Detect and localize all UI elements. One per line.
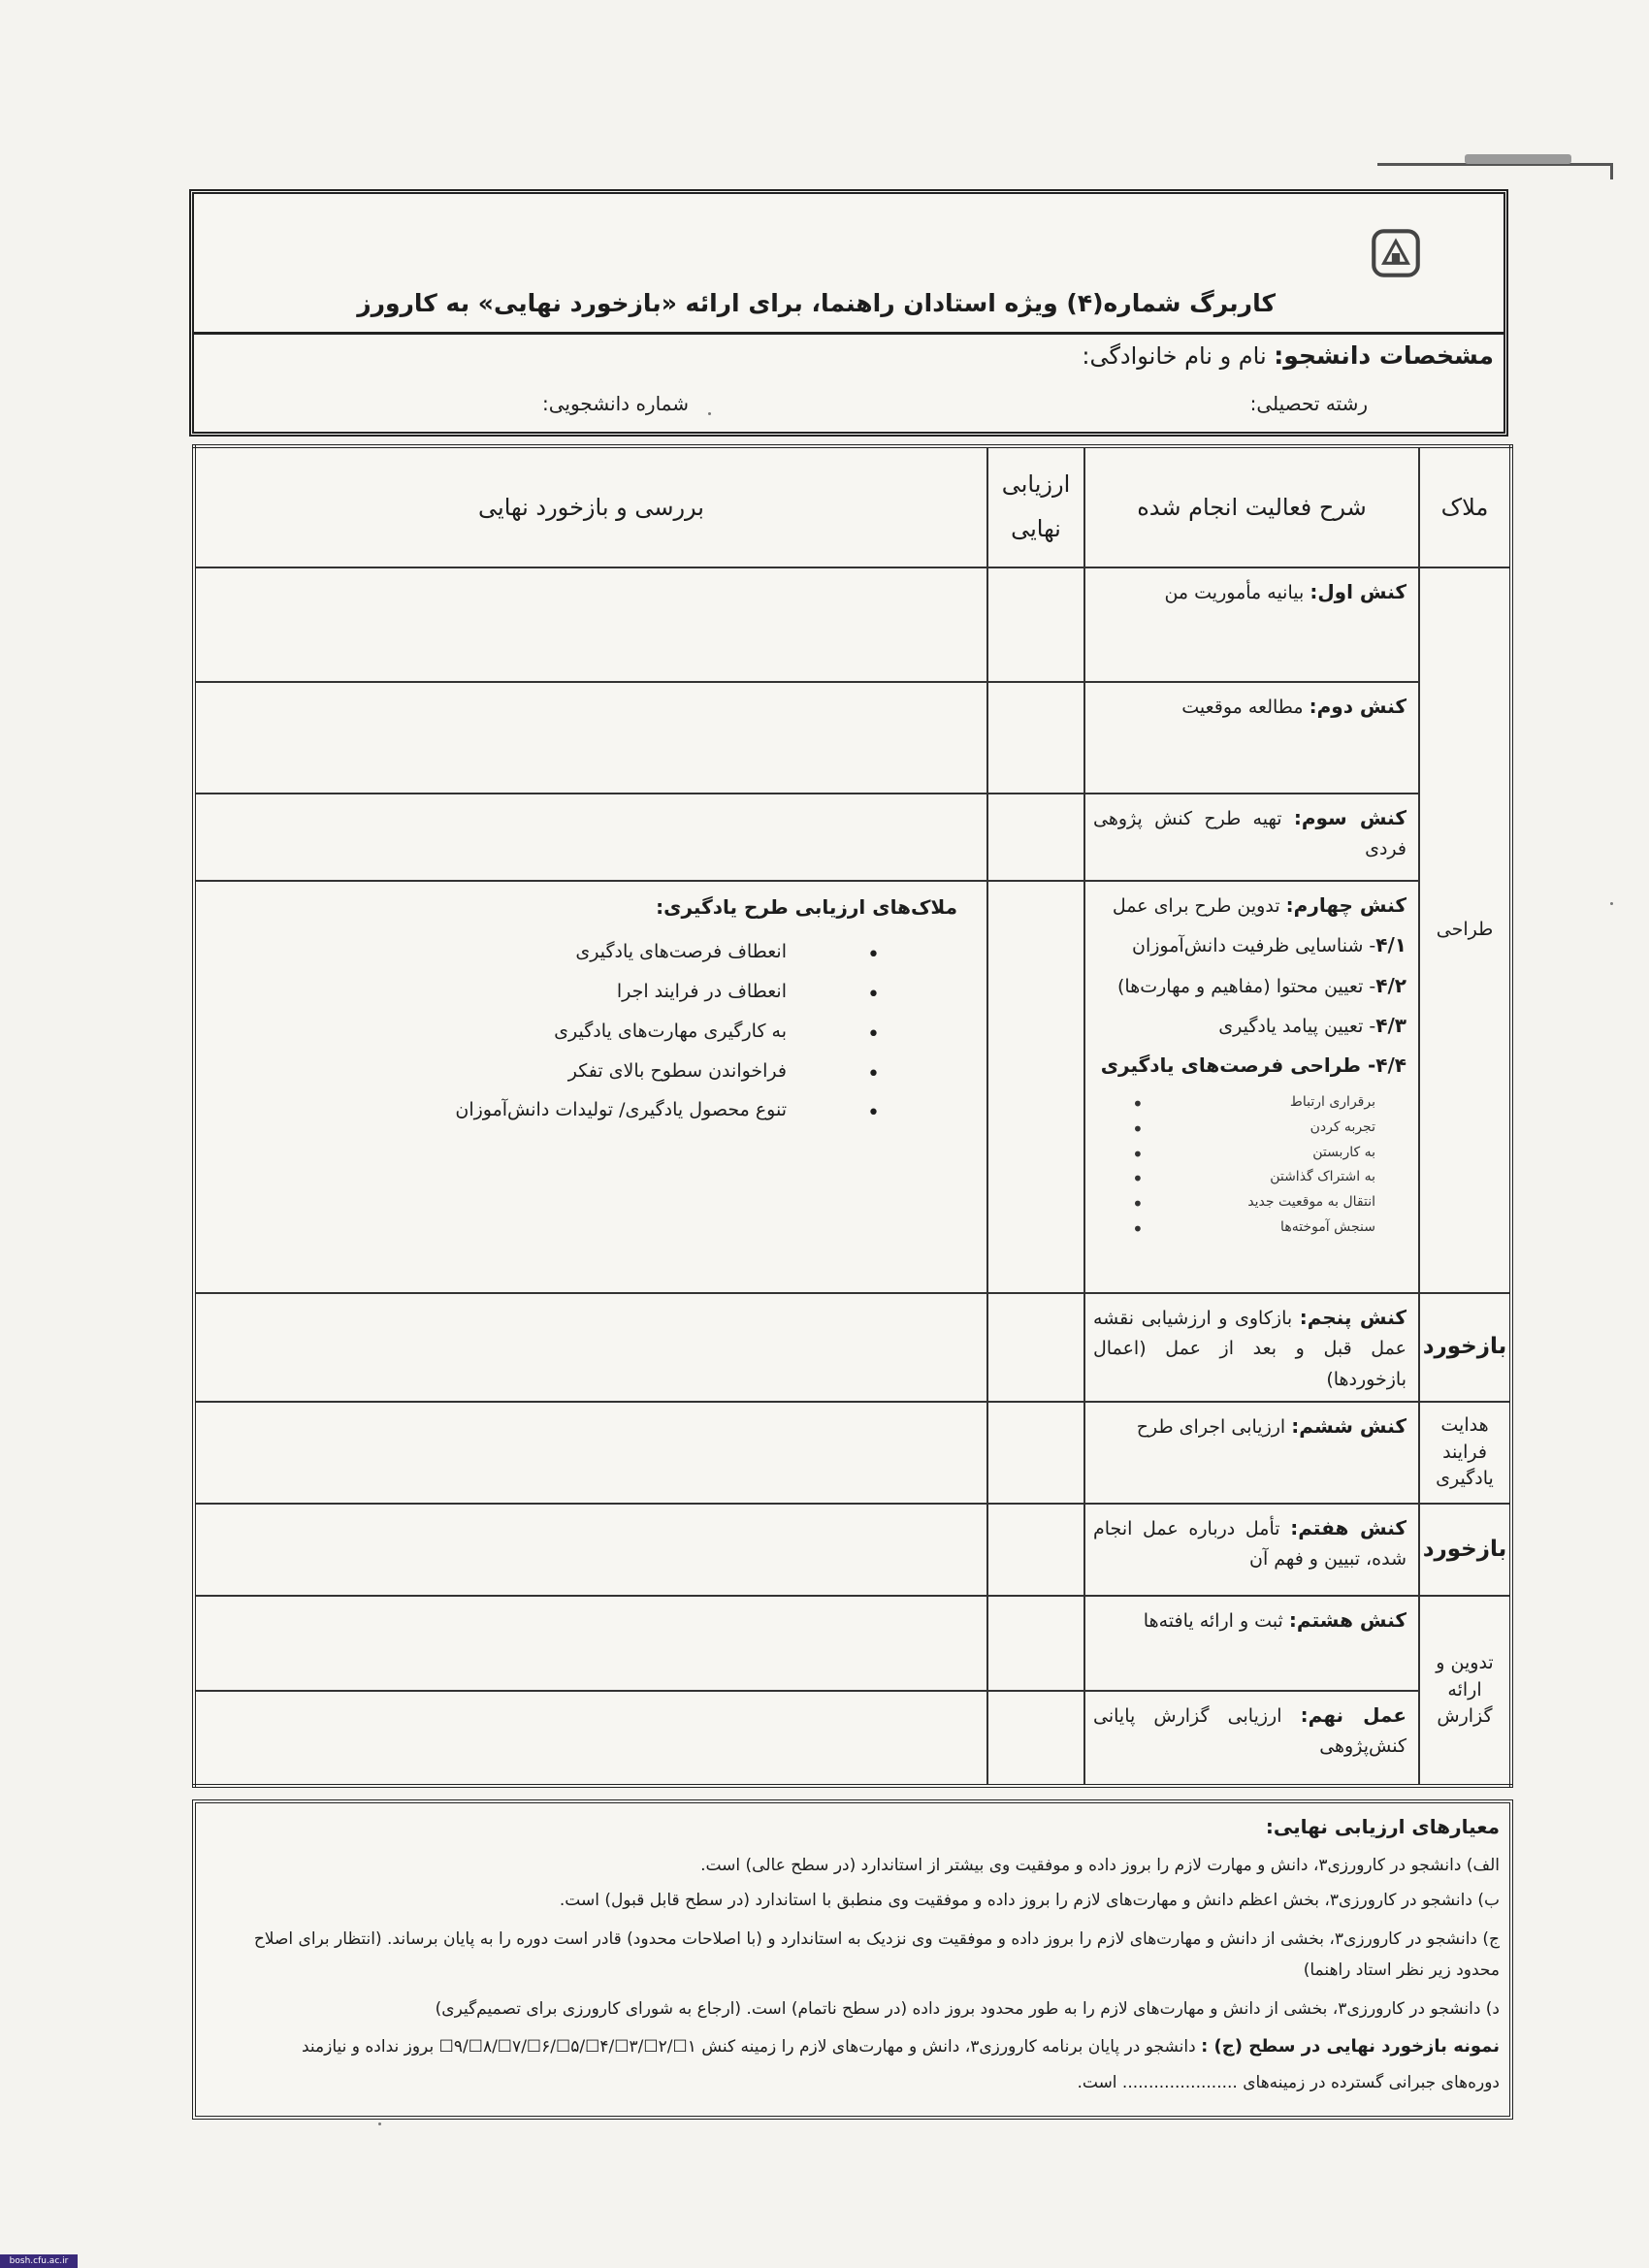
evaluation-cell[interactable] (987, 1596, 1084, 1691)
activity-cell: کنش پنجم: بازکاوی و ارزشیابی نقشه عمل قبل و بعد از عمل (اعمال بازخوردها) (1084, 1293, 1419, 1402)
divider (194, 332, 1504, 335)
evaluation-cell[interactable] (987, 567, 1084, 682)
student-info-row (1082, 341, 1494, 370)
col-activity-header: شرح فعالیت انجام شده (1084, 446, 1419, 567)
criteria-line-c1: ج) دانشجو در کارورزی۳، بخشی از دانش و مهارت‌های لازم را بروز داده و موفقیت وی نزدیک به استاندارد و (با اصلاحات محدود) قادر است دوره را به پایان برساند. (انتظار برای اصلاح (253, 1929, 1500, 1949)
criteria-line-a: الف) دانشجو در کارورزی۳، دانش و مهارت لازم را بروز داده و موفقیت وی بیشتر از استاندارد (در سطح عالی) است. (700, 1856, 1500, 1875)
activity-cell: کنش دوم: مطالعه موقعیت (1084, 682, 1419, 794)
sub-item: ۴/۴- طراحی فرصت‌های یادگیری (1100, 1053, 1406, 1078)
list-item: • برقراری ارتباط (1093, 1090, 1375, 1116)
review-criteria-list (196, 932, 880, 1130)
evaluation-cell[interactable] (987, 682, 1084, 794)
evaluation-cell[interactable] (987, 881, 1084, 1293)
list-item: • فراخواندن سطوح بالای تفکر (196, 1052, 880, 1091)
activity-cell: کنش هفتم: تأمل درباره عمل انجام شده، تبیین و فهم آن (1084, 1504, 1419, 1596)
activity-cell: کنش اول: بیانیه مأموریت من (1084, 567, 1419, 682)
list-item: • تجربه کردن (1093, 1116, 1375, 1141)
sub-item: ۴/۳- تعیین پیامد یادگیری (1218, 1014, 1406, 1038)
criteria-line-b: ب) دانشجو در کارورزی۳، بخش اعظم دانش و مهارت‌های لازم را بروز داده و موفقیت وی منطبق با استاندارد (در سطح قابل قبول) است. (559, 1891, 1500, 1910)
review-cell[interactable] (194, 1691, 987, 1786)
col-eval-header (987, 446, 1084, 567)
criterion-report: تدوین و ارائه گزارش (1419, 1596, 1511, 1786)
final-criteria-title: معیارهای ارزیابی نهایی: (1265, 1815, 1500, 1838)
review-cell[interactable] (194, 1402, 987, 1504)
major-label: رشته تحصیلی: (1249, 392, 1368, 415)
review-cell[interactable] (194, 682, 987, 794)
criterion-guide: هدایت فرایند یادگیری (1419, 1402, 1511, 1504)
activity-cell: کنش چهارم: تدوین طرح برای عمل ۴/۱- شناسایی ظرفیت دانش‌آموزان ۴/۲- تعیین محتوا (مفاهیم و مهارت‌ها) ۴/۳- تعیین پیامد یادگیری ۴/۴- طراحی فرصت‌های یادگیری • برقراری ارتباط • تجربه کردن • به کاربستن • به اشتراک گذاشتن • انتقال به موقعیت جدید • سنجش آموخته‌ها (1084, 881, 1419, 1293)
list-item: • به کارگیری مهارت‌های یادگیری (196, 1012, 880, 1052)
sub-item: ۴/۲- تعیین محتوا (مفاهیم و مهارت‌ها) (1117, 973, 1406, 997)
criterion-feedback: بازخورد (1419, 1293, 1511, 1402)
activity-cell: عمل نهم: ارزیابی گزارش پایانی کنش‌پژوهی (1084, 1691, 1419, 1786)
page-tab-mark (1377, 163, 1613, 179)
sample-text: دانشجو در پایان برنامه کارورزی۳، دانش و مهارت‌های لازم را زمینه کنش ۱☐/۲☐/۳☐/۴☐/۵☐/۶☐/۷☐/۸☐/۹☐ بروز نداده و نیازمند (301, 2037, 1196, 2057)
col-review-header: بررسی و بازخورد نهایی (194, 446, 987, 567)
evaluation-cell[interactable] (987, 1691, 1084, 1786)
list-item: • سنجش آموخته‌ها (1093, 1215, 1375, 1241)
list-item: • تنوع محصول یادگیری/ تولیدات دانش‌آموزان (196, 1090, 880, 1130)
col-eval-line2: نهایی (1011, 515, 1061, 542)
review-cell[interactable] (194, 1504, 987, 1596)
evaluation-cell[interactable] (987, 1504, 1084, 1596)
name-label: نام و نام خانوادگی: (1082, 342, 1267, 370)
final-criteria-box (192, 1799, 1513, 2120)
form-title: کاربرگ شماره(۴) ویژه استادان راهنما، برای ارائه «بازخورد نهایی» به کارورز (357, 289, 1276, 317)
sample-feedback (302, 2036, 1500, 2057)
university-logo-icon (1366, 223, 1426, 283)
list-item: • انتقال به موقعیت جدید (1093, 1190, 1375, 1215)
sample-text-2: دوره‌های جبرانی گسترده در زمینه‌های ...................... است. (1077, 2073, 1500, 2092)
evaluation-cell[interactable] (987, 794, 1084, 881)
criteria-line-d: د) دانشجو در کارورزی۳، بخشی از دانش و مهارت‌های لازم را به طور محدود بروز داده (در سطح ناتمام) است. (ارجاع به شورای کارورزی برای تصمیم‌گیری) (435, 1999, 1500, 2019)
activity-cell: کنش سوم: تهیه طرح کنش پژوهی فردی (1084, 794, 1419, 881)
activity-cell: کنش هشتم: ثبت و ارائه یافته‌ها (1084, 1596, 1419, 1691)
sub-item: ۴/۱- شناسایی ظرفیت دانش‌آموزان (1132, 933, 1406, 957)
criterion-feedback-2: بازخورد (1419, 1504, 1511, 1596)
criterion-design: طراحی (1419, 567, 1511, 1293)
evaluation-cell[interactable] (987, 1402, 1084, 1504)
opportunity-list (1093, 1090, 1387, 1241)
list-item: • انعطاف فرصت‌های یادگیری (196, 932, 880, 972)
header-box (189, 189, 1508, 437)
list-item: • به کاربستن (1093, 1141, 1375, 1166)
col-criterion-header: ملاک (1419, 446, 1511, 567)
list-item: • به اشتراک گذاشتن (1093, 1165, 1375, 1190)
site-badge: bosh.cfu.ac.ir (0, 2254, 78, 2268)
activity-cell: کنش ششم: ارزیابی اجرای طرح (1084, 1402, 1419, 1504)
activity-table (192, 444, 1513, 1788)
review-cell[interactable] (194, 794, 987, 881)
col-eval-line1: ارزیابی (1001, 470, 1071, 499)
review-cell[interactable] (194, 881, 987, 1293)
review-cell[interactable] (194, 1293, 987, 1402)
list-item: • انعطاف در فرایند اجرا (196, 972, 880, 1012)
review-cell[interactable] (194, 1596, 987, 1691)
evaluation-cell[interactable] (987, 1293, 1084, 1402)
review-cell[interactable] (194, 567, 987, 682)
student-heading: مشخصات دانشجو: (1274, 341, 1494, 370)
student-id-label: شماره دانشجویی: (542, 392, 689, 415)
sample-title: نمونه بازخورد نهایی در سطح (ج) : (1201, 2036, 1500, 2057)
criteria-line-c2: محدود زیر نظر استاد راهنما) (1303, 1960, 1500, 1980)
review-criteria-title: ملاک‌های ارزیابی طرح یادگیری: (656, 895, 957, 919)
